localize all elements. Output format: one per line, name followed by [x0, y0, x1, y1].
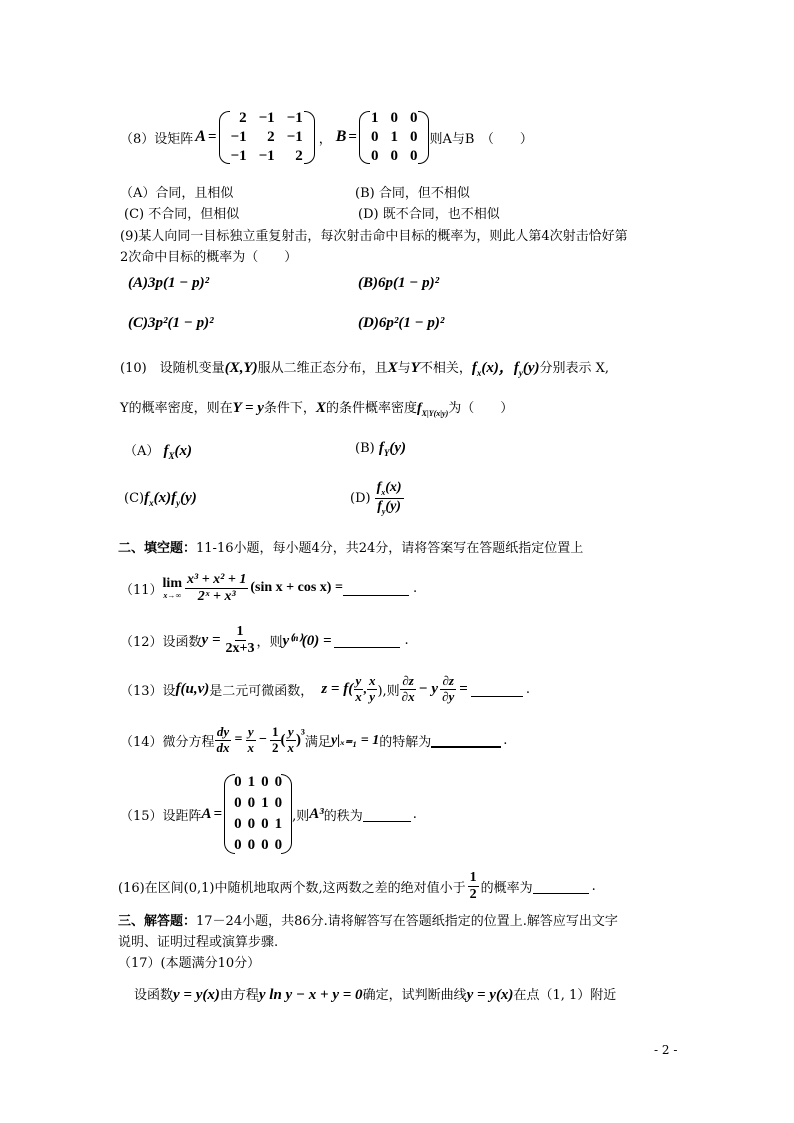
- q12-line: （12）设函数 y = $\frac{1}{2x+3}$ ，则 y⁽ⁿ⁾(0) = .: [120, 624, 409, 656]
- q12-answer-blank[interactable]: [334, 633, 400, 648]
- q15-matrix-cell: 0: [274, 774, 283, 790]
- q8-matrix-b-cell: 0: [409, 109, 418, 126]
- q15-matrix-cell: 1: [261, 795, 269, 811]
- q8-option-d: (D) 既不合同，也不相似: [358, 207, 500, 222]
- q14-line: （14）微分方程 $\frac{dy}{dx}$ = $\frac{y}{x}$ − $\frac{1}{2}$ ( $\frac{y}{x}$ ) ³ 满足 y|ₓ₌₁ = 1 的特解为 .: [120, 724, 508, 755]
- q16-line: (16)在区间(0,1)中随机地取两个数,这两数之差的绝对值小于 $\frac{1}{2}$ 的概率为 .: [118, 870, 596, 902]
- q8-matrix-a-cell: −1: [230, 128, 247, 145]
- q15-matrix-cell: 1: [247, 774, 256, 790]
- q15-matrix-cell: 0: [234, 774, 242, 790]
- q15-matrix-row: [231, 772, 285, 793]
- q15-matrix-cell: 0: [247, 816, 256, 832]
- q8-option-c: (C) 不合同，但相似: [124, 207, 240, 222]
- q8-matrix-a-cell: 2: [239, 109, 247, 126]
- q15-matrix-row: [231, 814, 285, 835]
- q8-matrix-a-cell: −1: [258, 147, 275, 164]
- q15-matrix-cell: 0: [234, 816, 242, 832]
- q8-tail: 则A与B （ ）: [429, 131, 533, 147]
- q8-matrix-a-cell: −1: [258, 109, 275, 126]
- section-2-heading: 二、填空题：11-16小题，每小题4分，共24分，请将答案写在答题纸指定位置上: [118, 541, 584, 556]
- q15-matrix-cell: 0: [247, 795, 256, 811]
- q13-line: （13）设 f(u,v) 是二元可微函数， z = f( $\frac{y}{x}$ , $\frac{x}{y}$ ),则 $\frac{\partial z}{\partial x}$ − y $\frac{\partial z}{\partial y}$ = .: [120, 673, 530, 704]
- q11-line: （11） lim x→∞ $\frac{\text{x³ + x² + 1}}{\text{2ˣ + x³}}$ (sin x + cos x) = .: [120, 572, 418, 604]
- q17-body: 设函数 y = y(x) 由方程 y ln y − x + y = 0 确定，试判断曲线 y = y(x) 在点（1, 1）附近: [134, 987, 617, 1003]
- q15-matrix-cell: 0: [234, 837, 242, 853]
- q8-label: （8）设矩阵: [120, 131, 194, 147]
- section-3-line2: 说明、证明过程或演算步骤.: [118, 935, 279, 950]
- q9-option-c: (C)3p²(1 − p)²: [128, 315, 214, 331]
- q8-matrix-b-cell: 1: [370, 109, 379, 126]
- q9-line1: (9)某人向同一目标独立重复射击，每次射击命中目标的概率为，则此人第4次射击恰好第: [120, 229, 628, 244]
- q10-option-c: $(C)f_x(x)f_y(y)$: [124, 490, 197, 508]
- q16-answer-blank[interactable]: [533, 879, 589, 894]
- q8-matrix-a-name: A: [195, 128, 206, 145]
- q15-matrix-cell: 0: [247, 837, 256, 853]
- q8-matrix-b-name: B: [335, 128, 347, 145]
- q8-matrix-a-cell: −1: [286, 109, 303, 126]
- q8-line: （8）设矩阵 A = 2 −1 −1 −1 2 −1 −1 −1 2 ， B = 1 0 0 0 1 0 0 0 0 则A与B （ ）: [120, 109, 533, 164]
- q15-matrix-cell: 1: [274, 816, 283, 832]
- q15-matrix-cell: 0: [274, 795, 283, 811]
- page-number: - 2 -: [654, 1043, 678, 1057]
- q8-matrix-a-cell: −1: [286, 128, 303, 145]
- q15-matrix-cell: 0: [274, 837, 283, 853]
- q10-option-d: (D) $\frac{f_x(x)}{f_y(y)}$: [350, 480, 402, 516]
- q8-matrix-a: [219, 109, 315, 166]
- q15-matrix-row: [231, 835, 285, 856]
- q11-answer-blank[interactable]: [343, 581, 409, 596]
- q15-matrix-cell: 0: [261, 774, 269, 790]
- q15-matrix: [224, 772, 292, 856]
- q13-answer-blank[interactable]: [471, 682, 523, 697]
- q8-matrix-b-cell: 0: [370, 147, 379, 164]
- q15-line: （15）设距阵 A = 0 1 0 0 0 0 1 0 0 0 0 1 0 0 0 0 ,则 A³ 的秩为 .: [120, 766, 417, 862]
- q15-matrix-row: [231, 793, 285, 814]
- q8-matrix-b-row: [365, 128, 424, 147]
- q8-matrix-b: [359, 109, 430, 166]
- q8-option-b: (B) 合同，但不相似: [355, 186, 470, 201]
- section-3-heading: 三、解答题：17－24小题，共86分.请将解答写在答题纸指定的位置上.解答应写出文字: [118, 914, 618, 929]
- q8-matrix-a-row: [225, 109, 309, 128]
- q8-matrix-b-cell: 1: [390, 128, 398, 145]
- q8-matrix-a-row: [225, 128, 309, 147]
- q8-matrix-b-cell: 0: [390, 109, 398, 126]
- q8-matrix-a-row: [225, 147, 309, 166]
- q8-matrix-b-cell: 0: [409, 147, 418, 164]
- q8-matrix-a-cell: 2: [295, 147, 303, 164]
- q9-line2: 2次命中目标的概率为（ ）: [120, 250, 298, 265]
- q8-matrix-b-row: [365, 147, 424, 166]
- q14-answer-blank[interactable]: [431, 732, 501, 748]
- q9-option-b: (B)6p(1 − p)²: [358, 275, 440, 291]
- q8-matrix-b-cell: 0: [370, 128, 379, 145]
- q10-option-b: (B) $f_Y(y)$: [355, 440, 406, 458]
- q15-answer-blank[interactable]: [363, 807, 411, 822]
- q15-matrix-cell: 0: [261, 816, 269, 832]
- q8-matrix-a-cell: −1: [230, 147, 247, 164]
- q8-option-a: （A）合同，且相似: [120, 186, 234, 201]
- q15-matrix-cell: 0: [261, 837, 269, 853]
- q15-matrix-cell: 0: [234, 795, 242, 811]
- q17-title: （17）(本题满分10分）: [118, 956, 261, 971]
- q10-line1: (10) 设随机变量 (X,Y) 服从二维正态分布，且 X 与 Y 不相关， $f_x(x)$，$f_y(y)$ 分别表示 X,: [120, 360, 610, 378]
- q8-matrix-b-cell: 0: [390, 147, 398, 164]
- q10-option-a: （A） $f_X(x)$: [124, 443, 193, 461]
- q9-option-d: (D)6p²(1 − p)²: [358, 315, 445, 331]
- q9-option-a: (A)3p(1 − p)²: [128, 275, 210, 291]
- q8-matrix-b-row: [365, 109, 424, 128]
- q8-matrix-a-cell: 2: [267, 128, 275, 145]
- q8-matrix-b-cell: 0: [409, 128, 418, 145]
- q10-line2: Y的概率密度，则在 Y = y 条件下， X 的条件概率密度 $f_{X|Y(x|y)}$ 为（ ）: [120, 400, 514, 418]
